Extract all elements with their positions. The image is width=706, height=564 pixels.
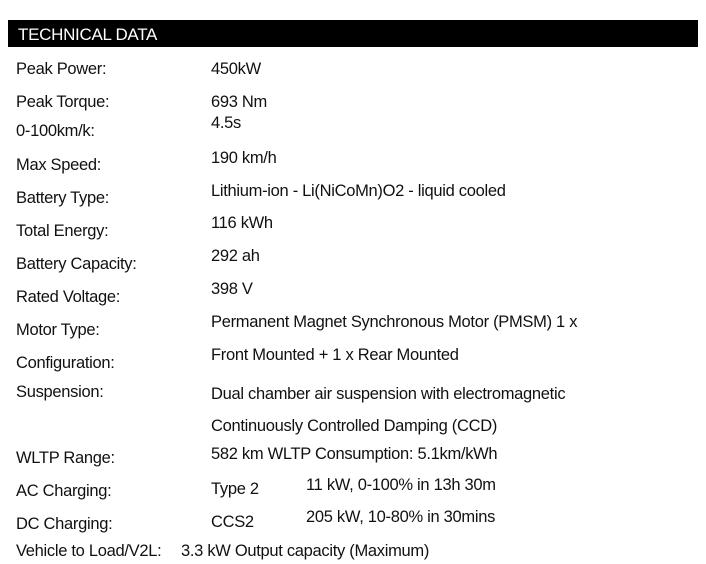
value-wltp: 582 km WLTP Consumption: 5.1km/kWh (211, 445, 498, 463)
label-wltp-range: WLTP Range: (16, 449, 115, 467)
label-v2l: Vehicle to Load/V2L: (16, 542, 162, 560)
value-v2l: 3.3 kW Output capacity (Maximum) (181, 542, 430, 560)
value-battery-type: Lithium-ion - Li(NiCoMn)O2 - liquid cooled (211, 182, 506, 200)
value-rated-voltage: 398 V (211, 280, 253, 298)
value-ac-charging-type: Type 2 (211, 480, 259, 498)
label-rated-voltage: Rated Voltage: (16, 288, 121, 306)
label-total-energy: Total Energy: (16, 222, 109, 240)
label-dc-charging: DC Charging: (16, 515, 113, 533)
label-configuration: Configuration: (16, 354, 115, 372)
label-peak-power: Peak Power: (16, 60, 107, 78)
label-acceleration: 0-100km/k: (16, 122, 95, 140)
value-motor-type: Permanent Magnet Synchronous Motor (PMSM) 1 x (211, 313, 578, 331)
value-acceleration: 4.5s (211, 114, 241, 132)
value-total-energy: 116 kWh (211, 214, 273, 232)
value-suspension-line2: Continuously Controlled Damping (CCD) (211, 417, 498, 435)
value-configuration: Front Mounted + 1 x Rear Mounted (211, 346, 459, 364)
value-dc-charging-detail: 205 kW, 10-80% in 30mins (306, 508, 496, 526)
label-max-speed: Max Speed: (16, 156, 102, 174)
label-peak-torque: Peak Torque: (16, 93, 110, 111)
value-suspension-line1: Dual chamber air suspension with electromagnetic (211, 385, 566, 403)
value-peak-torque: 693 Nm (211, 93, 267, 111)
value-max-speed: 190 km/h (211, 149, 277, 167)
value-ac-charging-detail: 11 kW, 0-100% in 13h 30m (306, 476, 496, 494)
label-battery-capacity: Battery Capacity: (16, 255, 137, 273)
section-header: TECHNICAL DATA (8, 20, 698, 47)
label-ac-charging: AC Charging: (16, 482, 112, 500)
label-motor-type: Motor Type: (16, 321, 100, 339)
label-battery-type: Battery Type: (16, 189, 110, 207)
value-peak-power: 450kW (211, 60, 261, 78)
value-battery-capacity: 292 ah (211, 247, 260, 265)
value-dc-charging-type: CCS2 (211, 513, 254, 531)
label-suspension: Suspension: (16, 383, 104, 401)
